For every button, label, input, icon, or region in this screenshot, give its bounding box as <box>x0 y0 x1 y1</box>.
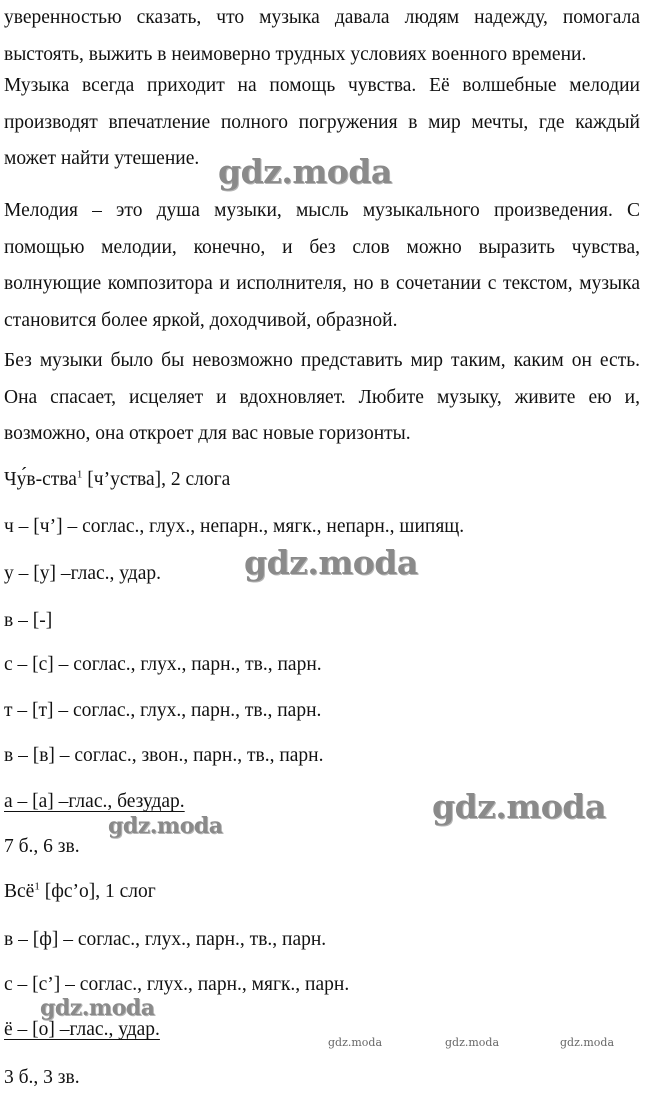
word-analysis-heading-2 <box>4 880 156 904</box>
watermark: gdz.moda <box>445 1036 500 1049</box>
analysis-transcription: [фс’о], 1 слог <box>39 881 156 902</box>
watermark: gdz.moda <box>328 1036 383 1049</box>
letter-analysis-row: т – [т] – соглас., глух., парн., тв., парн. <box>4 700 322 721</box>
watermark: gdz.moda <box>244 543 418 582</box>
paragraph-2: Музыка всегда приходит на помощь чувства. Её волшебные мелодии производят впечатление полного погружения в мир мечты, где каждый может найти утешение. <box>4 75 640 169</box>
footnote-marker: 1 <box>34 880 40 893</box>
letter-analysis-row: с – [с] – соглас., глух., парн., тв., парн. <box>4 654 322 675</box>
letter-analysis-row: с – [с’] – соглас., глух., парн., мягк., парн. <box>4 974 350 995</box>
footnote-marker: 1 <box>76 468 83 481</box>
analysis-summary: 7 б., 6 зв. <box>4 836 80 857</box>
letter-analysis-row: а – [а] –глас., безудар. <box>4 791 185 812</box>
watermark: gdz.moda <box>432 787 606 826</box>
letter-analysis-row: ё – [о] –глас., удар. <box>4 1019 160 1040</box>
paragraph-4: Без музыки было бы невозможно представить мир таким, каким он есть. Она спасает, исцеляет и вдохновляет. Любите музыку, живите ею и, возможно, она откроет для вас новые горизонты. <box>4 350 640 444</box>
watermark: gdz.moda <box>40 995 155 1021</box>
watermark: gdz.moda <box>218 152 392 191</box>
letter-analysis-row: у – [у] –глас., удар. <box>4 563 162 584</box>
watermark: gdz.moda <box>560 1036 615 1049</box>
letter-analysis-row: в – [-] <box>4 610 53 631</box>
word-analysis-heading-1 <box>4 468 230 492</box>
analysis-word: Всё <box>4 881 35 902</box>
paragraph-1: уверенностью сказать, что музыка давала людям надежду, помогала выстоять, выжить в неимоверно трудных условиях военного времени. <box>4 7 640 65</box>
letter-analysis-row: в – [в] – соглас., звон., парн., тв., парн. <box>4 745 324 766</box>
letter-analysis-row: в – [ф] – соглас., глух., парн., тв., парн. <box>4 929 327 950</box>
analysis-summary: 3 б., 3 зв. <box>4 1067 80 1088</box>
analysis-transcription: [ч’уства], 2 слога <box>82 469 231 490</box>
analysis-word: Чу́в-ства <box>4 469 77 490</box>
watermark: gdz.moda <box>108 813 223 839</box>
letter-analysis-row: ч – [ч’] – соглас., глух., непарн., мягк., непарн., шипящ. <box>4 516 465 537</box>
paragraph-3: Мелодия – это душа музыки, мысль музыкального произведения. С помощью мелодии, конечно, и без слов можно выразить чувства, волнующие композитора и исполнителя, но в сочетании с текстом, музыка становится более яркой, доходчивой, образной. <box>4 200 640 331</box>
